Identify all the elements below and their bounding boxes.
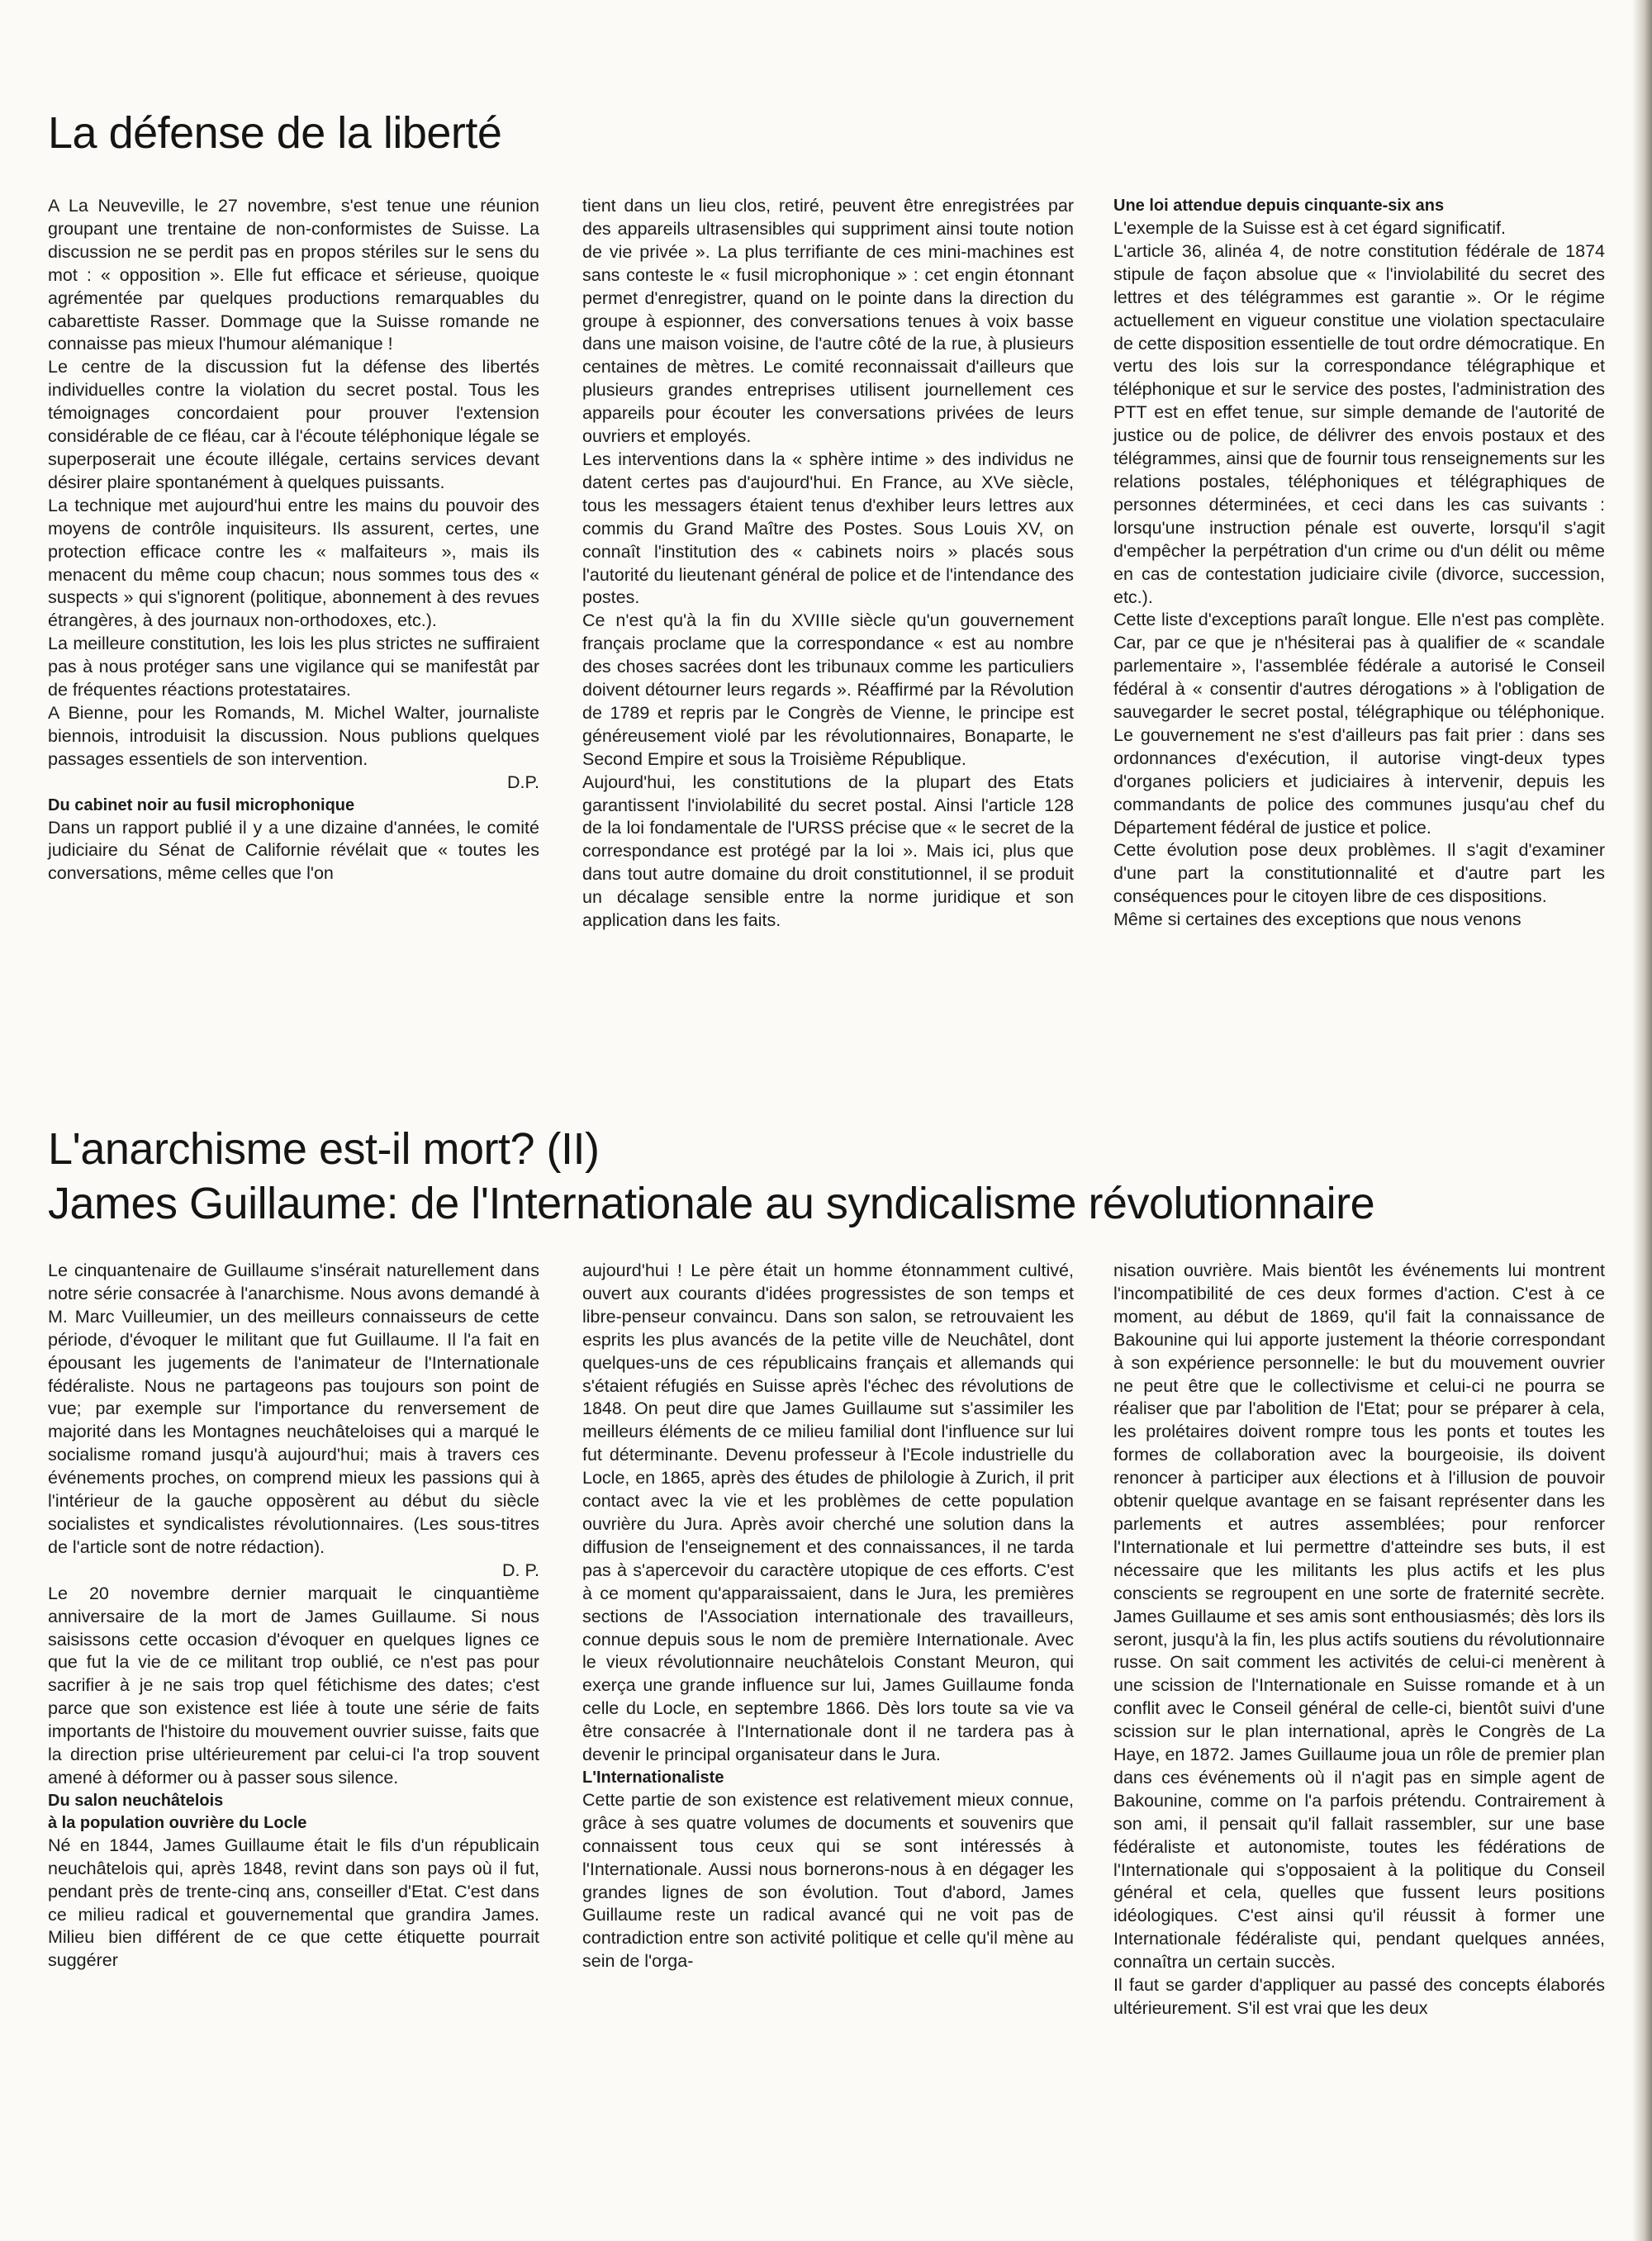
article1-column-2 (582, 195, 1074, 933)
paragraph: L'exemple de la Suisse est à cet égard significatif. (1113, 218, 1506, 238)
article2-column-2 (582, 1260, 1074, 1973)
paragraph: La meilleure constitution, les lois les plus strictes ne suffiraient pas à nous protéger sans une vigilance qui se manifestât par de fréquentes réactions protestataires. (48, 634, 539, 700)
subheading: Du salon neuchâtelois (48, 1791, 224, 1810)
article1-column-1 (48, 195, 539, 885)
subheading: à la population ouvrière du Locle (48, 1813, 307, 1832)
paragraph: A La Neuveville, le 27 novembre, s'est tenue une réunion groupant une trentaine de non-conformistes de Suisse. La discussion ne se perdit pas en propos stériles sur le sens du mot : « opposition ». Elle fut efficace et sérieuse, quoique agrémentée par quelques productions remarquables du cabarettiste Rasser. Dommage que la Suisse romande ne connaisse pas mieux l'humour alémanique ! (48, 196, 539, 354)
article1-title: La défense de la liberté (48, 108, 502, 158)
article2-column-3 (1113, 1260, 1605, 2020)
signature: D. P. (501, 1560, 539, 1580)
paragraph: aujourd'hui ! Le père était un homme étonnamment cultivé, ouvert aux courants d'idées progressistes de son temps et libre-penseur convaincu. Dans son salon, se retrouvaient les esprits les plus avancés de la petite ville de Neuchâtel, dont quelques-uns de ces républicains français et allemands qui s'étaient réfugiés en Suisse après l'échec des révolutions de 1848. On peut dire que James Guillaume sut s'assimiler les meilleurs éléments de ce milieu familial dont l'influence sur lui fut déterminante. Devenu professeur à l'Ecole industrielle du Locle, en 1865, après des études de philologie à Zurich, il prit contact avec la vie et les problèmes de cette population ouvrière du Jura. Après avoir cherché une solution dans la diffusion de l'enseignement et des connaissances, il ne tarda pas à s'apercevoir du caractère utopique de ces efforts. C'est à ce moment qu'apparaissaient, dans le Jura, les premières sections de l'Association internationale des travailleurs, connue depuis sous le nom de première Internationale. Avec le vieux révolutionnaire neuchâtelois Constant Meuron, qui exerça une grande influence sur lui, James Guillaume fonda celle du Locle, en septembre 1866. Dès lors toute sa vie va être consacrée à l'Internationale dont il ne tardera pas à devenir le principal organisateur dans le Jura. (582, 1261, 1074, 1765)
paragraph: tient dans un lieu clos, retiré, peuvent être enregistrées par des appareils ultrasensibles qui suppriment ainsi toute notion de vie privée ». La plus terrifiante de ces mini-machines est sans conteste le « fusil microphonique » : cet engin étonnant permet d'enregistrer, quand on le pointe dans la direction du groupe à espionner, des conversations tenues à voix basse dans une maison voisine, de l'autre côté de la rue, à plusieurs centaines de mètres. Le comité reconnaissait d'ailleurs que plusieurs grandes entreprises utilisent journellement ces appareils pour écouter les conversations privées de leurs ouvriers et employés. (582, 196, 1074, 447)
subheading: L'Internationaliste (582, 1768, 724, 1787)
subheading: Une loi attendue depuis cinquante-six ans (1113, 197, 1445, 215)
article2-title-line-2: James Guillaume: de l'Internationale au syndicalisme révolutionnaire (48, 1179, 1375, 1228)
article1-column-3 (1113, 195, 1605, 932)
paragraph: Le 20 novembre dernier marquait le cinquantième anniversaire de la mort de James Guillaume. Si nous saisissons cette occasion d'évoquer en quelques lignes ce que fut la vie de ce militant trop oublié, ce n'est pas pour sacrifier à je ne sais trop quel fétichisme des dates; c'est parce que son existence est liée à toute une série de faits importants de l'histoire du mouvement ouvrier suisse, faits que la direction prise ultérieurement par celui-ci l'a trop souvent amené à déformer ou à passer sous silence. (48, 1583, 539, 1788)
paragraph: Le centre de la discussion fut la défense des libertés individuelles contre la violation du secret postal. Tous les témoignages concordaient pour prouver l'extension considérable de ce fléau, car à l'écoute téléphonique légale se superposerait une écoute illégale, certains services devant désirer plaire spontanément à quelques puissants. (48, 357, 539, 492)
paragraph: Cette partie de son existence est relativement mieux connue, grâce à ses quatre volumes de documents et souvenirs que connaissent tous ceux qui se sont intéressés à l'Internationale. Aussi nous bornerons-nous à en dégager les grandes lignes de son évolution. Tout d'abord, James Guillaume reste un radical avancé qui ne voit pas de contradiction entre son activité politique et celle qu'il mène au sein de l'orga- (582, 1789, 1074, 1972)
paragraph: Cette évolution pose deux problèmes. Il s'agit d'examiner d'une part la constitutionnalité et d'autre part les conséquences pour le citoyen libre de ces dispositions. (1113, 840, 1605, 907)
paragraph: Les interventions dans la « sphère intime » des individus ne datent certes pas d'aujourd'hui. En France, au XVe siècle, tous les messagers étaient tenus d'exhiber leurs lettres aux commis du Grand Maître des Postes. Sous Louis XV, on connaît l'institution des « cabinets noirs » placés sous l'autorité du lieutenant général de police et de l'intendance des postes. (582, 449, 1074, 608)
paragraph: Le cinquantenaire de Guillaume s'insérait naturellement dans notre série consacrée à l'anarchisme. Nous avons demandé à M. Marc Vuilleumier, un des meilleurs connaisseurs de cette période, d'évoquer le militant que fut Guillaume. Il l'a fait en épousant les jugements de l'animateur de l'Internationale fédéraliste. Nous ne partageons pas toujours son point de vue; par exemple sur l'importance du renversement de majorité dans les Montagnes neuchâteloises qui a marqué le socialisme romand jusqu'à aujourd'hui; mais à travers ces événements proches, on comprend mieux les passions qui à l'intérieur de la gauche opposèrent au début du siècle socialistes et syndicalistes révolutionnaires. (Les sous-titres de l'article sont de notre rédaction). (48, 1261, 539, 1557)
article2-column-1 (48, 1260, 539, 1973)
paragraph: Né en 1844, James Guillaume était le fils d'un républicain neuchâtelois qui, après 1848, revint dans son pays où il fut, pendant près de trente-cinq ans, conseiller d'Etat. C'est dans ce milieu radical et gouvernemental que grandira James. Milieu bien différent de ce que cette étiquette pourrait suggérer (48, 1835, 539, 1971)
paragraph: Dans un rapport publié il y a une dizaine d'années, le comité judiciaire du Sénat de Californie révélait que « toutes les conversations, même celles que l'on (48, 817, 539, 884)
paragraph: A Bienne, pour les Romands, M. Michel Walter, journaliste biennois, introduisit la discussion. Nous publions quelques passages essentiels de son intervention. (48, 702, 539, 769)
subheading: Du cabinet noir au fusil microphonique (48, 795, 355, 814)
paragraph: Cette liste d'exceptions paraît longue. Elle n'est pas complète. Car, par ce que je n'hésiterai pas à qualifier de « scandale parlementaire », l'assemblée fédérale a autorisé le Conseil fédéral à « consentir d'autres dérogations » à l'obligation de sauvegarder le secret postal, télégraphique ou téléphonique. Le gouvernement ne s'est d'ailleurs pas fait prier : dans ses ordonnances d'exécution, il autorise vingt-deux types d'organes policiers et judiciaires à intervenir, depuis les commandants de police des communes jusqu'au chef du Département fédéral de justice et police. (1113, 610, 1605, 838)
paragraph: nisation ouvrière. Mais bientôt les événements lui montrent l'incompatibilité de ces deux formes d'action. C'est à ce moment, au début de 1869, qu'il fait la connaissance de Bakounine qui lui apporte justement la théorie correspondant à son expérience personnelle: le but du mouvement ouvrier ne peut être que le collectivisme et celui-ci ne pourra se réaliser que par l'abolition de l'Etat; pour se préparer à cela, les prolétaires doivent rompre tous les ponts et toutes les formes de collaboration avec la bourgeoisie, ils doivent renoncer à participer aux élections et à l'illusion de pouvoir obtenir quelque avantage en se faisant représenter dans les parlements et autres assemblées; pour renforcer l'Internationale et lui permettre d'atteindre ses buts, il est nécessaire que les militants les plus actifs et les plus conscients se regroupent en une sorte de fraternité secrète. James Guillaume et ses amis sont enthousiasmés; dès lors ils seront, jusqu'à la fin, les plus actifs soutiens du révolutionnaire russe. On sait comment les activités de celui-ci menèrent à une scission de l'Internationale en Suisse romande et à un conflit avec le Conseil général de celle-ci, bientôt suivi d'une scission sur le plan international, après le Congrès de La Haye, en 1872. James Guillaume joua un rôle de premier plan dans ces événements où il n'agit pas en simple agent de Bakounine, comme on l'a parfois prétendu. Contrairement à son ami, il pensait qu'il fallait rassembler, sur une base fédéraliste et autonomiste, toutes les fédérations de l'Internationale qui s'opposaient à la politique du Conseil général et cela, quelles que fussent leurs positions idéologiques. C'est ainsi qu'il réussit à former une Internationale fédéraliste qui, pendant quelques années, connaîtra un certain succès. (1113, 1261, 1605, 1973)
article2-title-line-1: L'anarchisme est-il mort? (II) (48, 1124, 600, 1174)
paragraph: L'article 36, alinéa 4, de notre constitution fédérale de 1874 stipule de façon absolue que « l'inviolabilité du secret des lettres et des télégrammes est garantie ». Or le régime actuellement en vigueur constitue une violation spectaculaire de cette disposition essentielle de tout ordre démocratique. En vertu des lois sur la correspondance télégraphique et téléphonique et sur le service des postes, l'administration des PTT est en effet tenue, sur simple demande de l'autorité de justice ou de police, de délivrer des envois postaux et des télégrammes, ainsi que de fournir tous renseignements sur les relations postales, téléphoniques et télégraphiques de personnes déterminées, et ceci dans les cas suivants : lorsqu'une instruction pénale est ouverte, lorsqu'il s'agit d'empêcher la perpétration d'un crime ou d'un délit ou même en cas de contestation judiciaire civile (divorce, succession, etc.). (1113, 240, 1605, 607)
paragraph: La technique met aujourd'hui entre les mains du pouvoir des moyens de contrôle inquisiteurs. Ils assurent, certes, une protection efficace contre les « malfaiteurs », mais ils menacent du même coup chacun; nous sommes tous des « suspects » qui s'ignorent (politique, abonnement à des revues étrangères, à des journaux non-orthodoxes, etc.). (48, 495, 539, 631)
page-edge-shadow (1632, 0, 1652, 2241)
paragraph: Aujourd'hui, les constitutions de la plupart des Etats garantissent l'inviolabilité du secret postal. Ainsi l'article 128 de la loi fondamentale de l'URSS précise que « le secret de la correspondance est protégé par la loi ». Mais ici, plus que dans tout autre domaine du droit constitutionnel, il se produit un décalage sensible entre la norme juridique et son application dans les faits. (582, 772, 1074, 931)
paragraph: Ce n'est qu'à la fin du XVIIIe siècle qu'un gouvernement français proclame que la correspondance « est au nombre des choses sacrées dont les tribunaux comme les particuliers doivent détourner leurs regards ». Réaffirmé par la Révolution de 1789 et repris par le Congrès de Vienne, le principe est généreusement violé par les révolutionnaires, Bonaparte, le Second Empire et sous la Troisième République. (582, 610, 1074, 769)
signature: D.P. (506, 772, 539, 792)
paragraph: Même si certaines des exceptions que nous venons (1113, 909, 1521, 930)
paragraph: Il faut se garder d'appliquer au passé des concepts élaborés ultérieurement. S'il est vrai que les deux (1113, 1975, 1605, 2018)
